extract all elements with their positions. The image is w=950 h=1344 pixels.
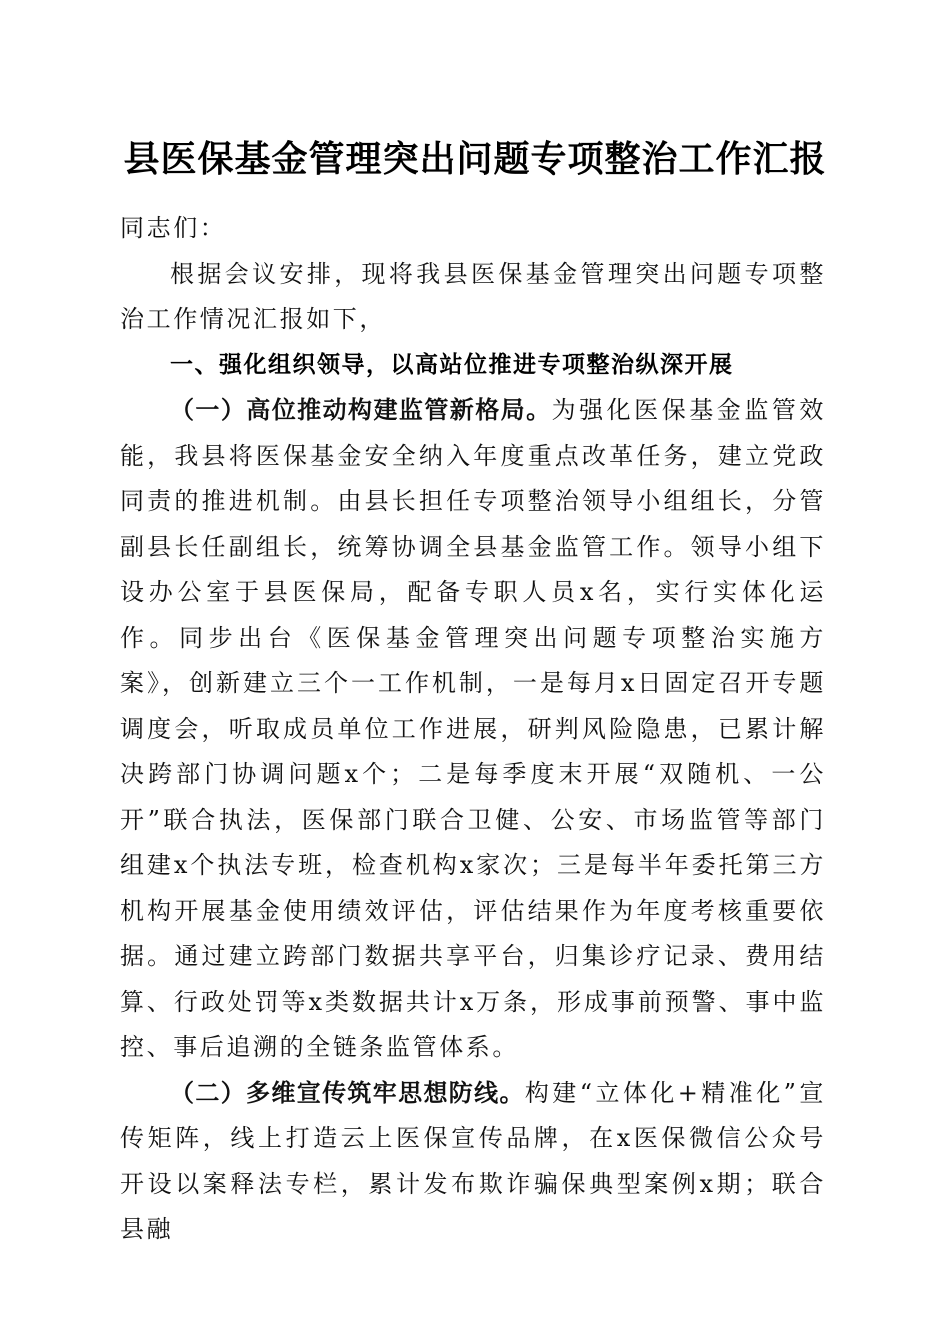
- intro-paragraph: 根据会议安排，现将我县医保基金管理突出问题专项整治工作情况汇报如下，: [120, 259, 826, 333]
- document-body: [120, 206, 826, 1253]
- section-heading-1: 一、强化组织领导，以高站位推进专项整治纵深开展: [170, 351, 734, 378]
- paragraph-item-2: [120, 1071, 826, 1253]
- item-2-label: （二）多维宣传筑牢思想防线。: [170, 1078, 525, 1107]
- salutation: 同志们：: [120, 214, 227, 242]
- document-title: 县医保基金管理突出问题专项整治工作汇报: [123, 138, 827, 180]
- item-2-text: 构建“立体化+精准化”宣传矩阵，线上打造云上医保宣传品牌，在x医保微信公众号开设以案释法专栏，累计发布欺诈骗保典型案例x期；联合县融: [120, 1078, 826, 1243]
- paragraph-item-1: [120, 388, 826, 1071]
- item-1-text: 为强化医保基金监管效能，我县将医保基金安全纳入年度重点改革任务，建立党政同责的推进机制。由县长担任专项整治领导小组组长，分管副县长任副组长，统筹协调全县基金监管工作。领导小组下设办公室于县医保局，配备专职人员x名，实行实体化运作。同步出台《医保基金管理突出问题专项整治实施方案》，创新建立三个一工作机制，一是每月x日固定召开专题调度会，听取成员单位工作进展，研判风险隐患，已累计解决跨部门协调问题x个；二是每季度末开展“双随机、一公开”联合执法，医保部门联合卫健、公安、市场监管等部门组建x个执法专班，检查机构x家次；三是每半年委托第三方机构开展基金使用绩效评估，评估结果作为年度考核重要依据。通过建立跨部门数据共享平台，归集诊疗记录、费用结算、行政处罚等x类数据共计x万条，形成事前预警、事中监控、事后追溯的全链条监管体系。: [120, 396, 826, 1061]
- item-1-label: （一）高位推动构建监管新格局。: [170, 396, 552, 424]
